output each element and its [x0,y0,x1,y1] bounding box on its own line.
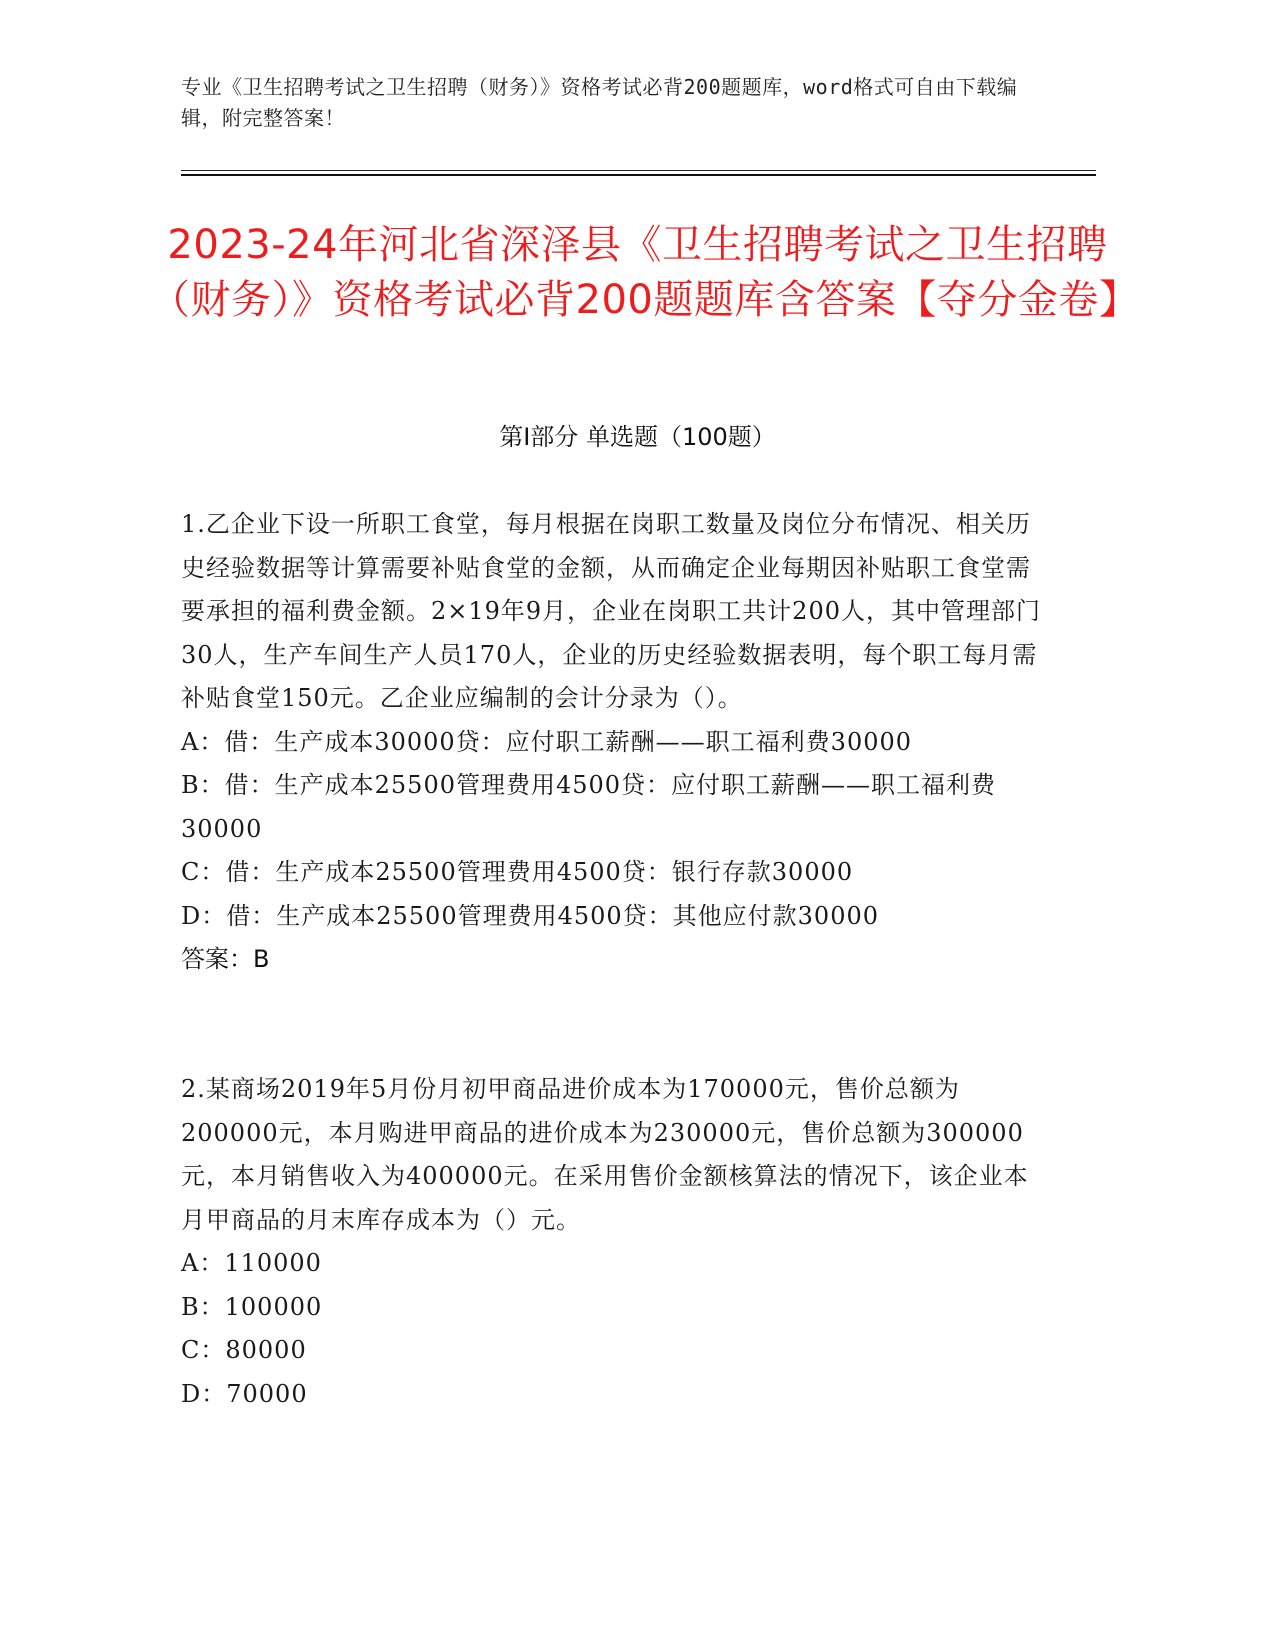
question-1-option-a: A：借：生产成本30000贷：应付职工薪酬——职工福利费30000 [181,727,913,756]
header-note: 专业《卫生招聘考试之卫生招聘（财务）》资格考试必背200题题库，word格式可自由下载编辑，附完整答案！ [181,75,1018,130]
header-divider-thin [181,170,1096,171]
section-heading: 第Ⅰ部分 单选题（100题） [499,423,776,451]
question-2 [181,1068,1041,1416]
question-2-text: 2.某商场2019年5月份月初甲商品进价成本为170000元，售价总额为200000元，本月购进甲商品的进价成本为230000元，售价总额为300000元，本月销售收入为400000元。在采用售价金额核算法的情况下，该企业本月甲商品的月末库存成本为（）元。 [181,1075,1029,1234]
question-2-option-c: C：80000 [181,1336,307,1364]
question-1-option-d: D：借：生产成本25500管理费用4500贷：其他应付款30000 [181,901,880,930]
question-2-option-d: D：70000 [181,1379,308,1408]
question-1 [181,503,1041,982]
question-2-option-b: B：100000 [181,1292,323,1321]
question-2-option-a: A：110000 [181,1249,322,1277]
document-title: 2023-24年河北省深泽县《卫生招聘考试之卫生招聘（财务）》资格考试必背200题题库含答案【夺分金卷】 [150,222,1140,323]
question-1-text: 1.乙企业下设一所职工食堂，每月根据在岗职工数量及岗位分布情况、相关历史经验数据等计算需要补贴食堂的金额，从而确定企业每期因补贴职工食堂需要承担的福利费金额。2×19年9月，企业在岗职工共计200人，其中管理部门30人，生产车间生产人员170人，企业的历史经验数据表明，每个职工每月需补贴食堂150元。乙企业应编制的会计分录为（）。 [181,510,1041,712]
question-1-answer: 答案：B [181,945,270,973]
question-1-option-c: C：借：生产成本25500管理费用4500贷：银行存款30000 [181,858,854,886]
header-divider-thick [181,174,1096,176]
question-1-option-b: B：借：生产成本25500管理费用4500贷：应付职工薪酬——职工福利费30000 [181,771,997,843]
